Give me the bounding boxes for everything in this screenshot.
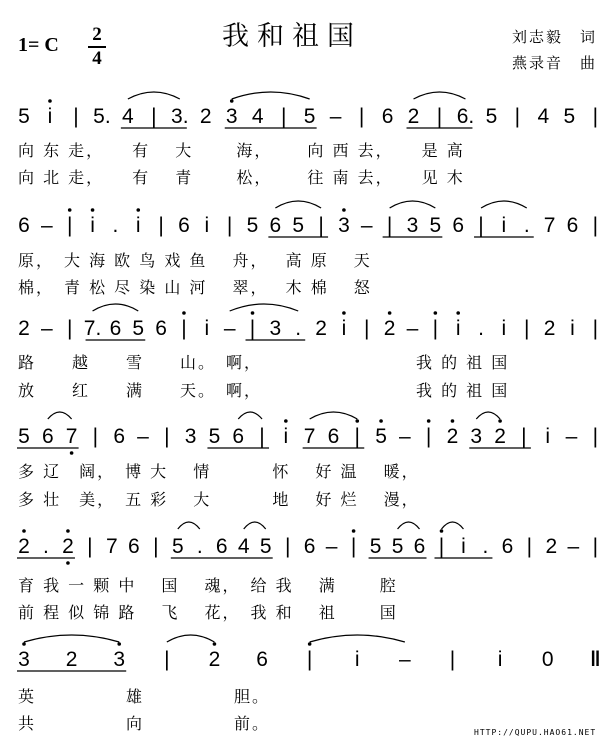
note: i bbox=[354, 648, 360, 671]
note: 5 bbox=[303, 105, 316, 128]
note: . bbox=[196, 535, 203, 558]
octave-dot-high bbox=[308, 642, 312, 646]
barline: | bbox=[151, 105, 157, 128]
barline: | bbox=[249, 317, 256, 340]
note: 3 bbox=[269, 317, 282, 340]
lyrics-line5-verse1: 育 我 一 颗 中 国 魂， 给 我 满 腔 bbox=[18, 576, 398, 595]
octave-dot-high bbox=[427, 419, 431, 423]
barline: | bbox=[259, 425, 265, 448]
note: 6 bbox=[232, 425, 245, 448]
note: 7. bbox=[83, 317, 102, 340]
slur bbox=[275, 201, 321, 208]
barline: | bbox=[592, 535, 599, 558]
lyrics-line1-verse2: 向 北 走， 有 青 松， 往 南 去， 见 木 bbox=[18, 168, 465, 187]
octave-dot-high bbox=[440, 529, 444, 533]
note: 3 bbox=[406, 214, 419, 237]
octave-dot-high bbox=[352, 529, 356, 533]
note: 5 bbox=[18, 425, 30, 448]
octave-dot-high bbox=[91, 208, 95, 212]
octave-dot-high bbox=[22, 642, 26, 646]
note: 5 bbox=[18, 105, 30, 128]
composer-credit: 燕录音 曲 bbox=[512, 54, 598, 72]
time-signature-top: 2 bbox=[92, 24, 102, 45]
note: i bbox=[501, 214, 507, 237]
note: 6 bbox=[327, 425, 340, 448]
note: i bbox=[455, 317, 461, 340]
note: 6 bbox=[155, 317, 167, 340]
barline: | bbox=[449, 648, 456, 671]
slur bbox=[24, 635, 119, 642]
barline: | bbox=[592, 317, 599, 340]
barline: | bbox=[354, 425, 360, 448]
note: 4 bbox=[237, 535, 250, 558]
barline: ‖ bbox=[590, 648, 601, 671]
note: 6 bbox=[113, 425, 126, 448]
octave-dot-high bbox=[456, 311, 460, 315]
slur bbox=[48, 412, 72, 419]
slur bbox=[128, 92, 180, 99]
note: – bbox=[406, 317, 419, 340]
note: 2 bbox=[543, 317, 556, 340]
note: i bbox=[501, 317, 507, 340]
note: 2 bbox=[383, 317, 396, 340]
lyrics-line4-verse2: 多 壮 美， 五 彩 大 地 好 烂 漫， bbox=[18, 490, 420, 509]
note: 6 bbox=[269, 214, 282, 237]
note: 5. bbox=[93, 105, 111, 128]
octave-dot-high bbox=[379, 419, 383, 423]
note: 7 bbox=[65, 425, 78, 448]
octave-dot-high bbox=[284, 419, 288, 423]
barline: | bbox=[432, 317, 439, 340]
barline: | bbox=[438, 535, 445, 558]
note: 3 bbox=[18, 648, 30, 671]
octave-dot-high bbox=[68, 208, 72, 212]
note: . bbox=[43, 535, 49, 558]
octave-dot-high bbox=[342, 208, 346, 212]
note: 4 bbox=[251, 105, 264, 128]
octave-dot-high bbox=[355, 419, 359, 423]
note: 6 bbox=[109, 317, 122, 340]
note: – bbox=[567, 535, 580, 558]
barline: | bbox=[153, 535, 159, 558]
slur bbox=[178, 522, 200, 529]
note: 7 bbox=[543, 214, 556, 237]
octave-dot-high bbox=[48, 99, 52, 103]
note: 5 bbox=[375, 425, 387, 448]
note: 2 bbox=[199, 105, 212, 128]
octave-dot-high bbox=[342, 311, 346, 315]
note: 3 bbox=[113, 648, 126, 671]
barline: | bbox=[73, 105, 79, 128]
note: 6 bbox=[452, 214, 465, 237]
note: 2 bbox=[494, 425, 506, 448]
note: 4 bbox=[537, 105, 550, 128]
barline: | bbox=[436, 105, 443, 128]
note: – bbox=[360, 214, 373, 237]
note: 0 bbox=[541, 648, 554, 671]
barline: | bbox=[226, 214, 233, 237]
note: – bbox=[399, 425, 411, 448]
note: 3 bbox=[184, 425, 197, 448]
note: 5 bbox=[208, 425, 221, 448]
note: 2 bbox=[62, 535, 74, 558]
note: – bbox=[565, 425, 578, 448]
note: – bbox=[223, 317, 236, 340]
octave-dot-high bbox=[498, 419, 502, 423]
barline: | bbox=[164, 425, 170, 448]
note: 4 bbox=[122, 105, 134, 128]
octave-dot-high bbox=[22, 529, 26, 533]
watermark: HTTP://QUPU.HAO61.NET bbox=[474, 728, 597, 737]
barline: | bbox=[92, 425, 99, 448]
octave-dot-high bbox=[66, 529, 70, 533]
note: i bbox=[497, 648, 503, 671]
slur bbox=[476, 412, 500, 419]
barline: | bbox=[284, 535, 291, 558]
note: 2 bbox=[18, 535, 30, 558]
barline: | bbox=[364, 317, 370, 340]
note: i bbox=[283, 425, 289, 448]
note: 2 bbox=[407, 105, 420, 128]
note: 5 bbox=[132, 317, 145, 340]
note: i bbox=[135, 214, 141, 237]
barline: | bbox=[358, 105, 365, 128]
octave-dot-high bbox=[136, 208, 140, 212]
note: 2 bbox=[65, 648, 78, 671]
octave-dot-high bbox=[251, 311, 255, 315]
barline: | bbox=[386, 214, 393, 237]
barline: | bbox=[158, 214, 164, 237]
slur bbox=[441, 522, 463, 529]
barline: | bbox=[66, 214, 73, 237]
lyrics-line2-verse1: 原， 大 海 欧 鸟 戏 鱼 舟， 高 原 天 bbox=[18, 251, 372, 270]
slur bbox=[414, 92, 466, 99]
note: 2 bbox=[315, 317, 327, 340]
barline: | bbox=[592, 214, 599, 237]
slur bbox=[390, 201, 436, 208]
time-signature-bottom: 4 bbox=[92, 48, 102, 69]
barline: | bbox=[592, 105, 599, 128]
note: 6. bbox=[456, 105, 475, 128]
slur bbox=[310, 412, 358, 419]
barline: | bbox=[425, 425, 432, 448]
note: 6 bbox=[128, 535, 140, 558]
note: i bbox=[47, 105, 53, 128]
note: 5 bbox=[259, 535, 272, 558]
note: 5 bbox=[429, 214, 442, 237]
octave-dot-high bbox=[451, 419, 455, 423]
note: – bbox=[41, 214, 53, 237]
octave-dot-high bbox=[434, 311, 438, 315]
note: 6 bbox=[413, 535, 426, 558]
note: i bbox=[545, 425, 551, 448]
note: . bbox=[523, 214, 530, 237]
note: 2 bbox=[18, 317, 30, 340]
barline: | bbox=[318, 214, 324, 237]
note: 7 bbox=[303, 425, 316, 448]
note: . bbox=[112, 214, 119, 237]
note: – bbox=[399, 648, 411, 671]
slur bbox=[310, 635, 405, 642]
note: 6 bbox=[41, 425, 54, 448]
barline: | bbox=[478, 214, 484, 237]
barline: | bbox=[592, 425, 599, 448]
slur bbox=[238, 412, 262, 419]
slur bbox=[167, 635, 215, 642]
barline: | bbox=[526, 535, 533, 558]
note: 2 bbox=[545, 535, 558, 558]
note: i bbox=[90, 214, 95, 237]
note: 6 bbox=[303, 535, 316, 558]
note: . bbox=[482, 535, 489, 558]
slur bbox=[93, 304, 139, 311]
barline: | bbox=[521, 425, 527, 448]
note: i bbox=[341, 317, 347, 340]
lyrics-line3-verse1: 路 越 雪 山。 啊， 我 的 祖 国 bbox=[18, 353, 510, 372]
note: . bbox=[478, 317, 484, 340]
barline: | bbox=[66, 317, 73, 340]
slur bbox=[244, 522, 266, 529]
slur bbox=[481, 201, 527, 208]
lyrics-line1-verse1: 向 东 走， 有 大 海， 向 西 去， 是 高 bbox=[18, 141, 465, 160]
octave-dot-high bbox=[230, 99, 234, 103]
note: 3 bbox=[225, 105, 238, 128]
note: 6 bbox=[566, 214, 579, 237]
note: – bbox=[41, 317, 53, 340]
barline: | bbox=[280, 105, 287, 128]
note: – bbox=[137, 425, 149, 448]
barline: | bbox=[306, 648, 313, 671]
key-signature: 1= C bbox=[18, 34, 59, 56]
octave-dot-low bbox=[70, 451, 74, 455]
octave-dot-low bbox=[66, 561, 70, 565]
slur bbox=[398, 522, 420, 529]
lyrics-line6-verse2: 共 向 前。 bbox=[18, 714, 271, 733]
note: – bbox=[325, 535, 338, 558]
note: 6 bbox=[256, 648, 268, 671]
note: 3 bbox=[470, 425, 483, 448]
note: 7 bbox=[106, 535, 118, 558]
octave-dot-high bbox=[388, 311, 392, 315]
barline: | bbox=[181, 317, 187, 340]
note: 5 bbox=[485, 105, 498, 128]
note: i bbox=[461, 535, 466, 558]
note: i bbox=[570, 317, 575, 340]
song-title: 我和祖国 bbox=[222, 21, 362, 52]
note: 6 bbox=[381, 105, 394, 128]
note: 5 bbox=[391, 535, 404, 558]
lyrics-line4-verse1: 多 辽 阔， 博 大 情 怀 好 温 暖， bbox=[18, 462, 420, 481]
note: 5 bbox=[292, 214, 305, 237]
note: 5 bbox=[563, 105, 576, 128]
slur bbox=[230, 304, 299, 311]
barline: | bbox=[524, 317, 530, 340]
note: i bbox=[204, 317, 210, 340]
octave-dot-high bbox=[117, 642, 121, 646]
barline: | bbox=[514, 105, 521, 128]
barline: | bbox=[87, 535, 93, 558]
note: 5 bbox=[171, 535, 184, 558]
lyrics-line2-verse2: 棉， 青 松 尽 染 山 河 翠， 木 棉 怒 bbox=[18, 278, 372, 297]
octave-dot-high bbox=[182, 311, 186, 315]
note: i bbox=[204, 214, 210, 237]
note: 2 bbox=[208, 648, 221, 671]
note: 6 bbox=[215, 535, 228, 558]
note: . bbox=[295, 317, 302, 340]
note: – bbox=[329, 105, 342, 128]
note: 2 bbox=[446, 425, 459, 448]
note: 6 bbox=[501, 535, 514, 558]
lyrics-line6-verse1: 英 雄 胆。 bbox=[18, 687, 271, 706]
note: 3 bbox=[338, 214, 350, 237]
lyrics-line3-verse2: 放 红 满 天。 啊， 我 的 祖 国 bbox=[18, 381, 510, 400]
note: 5 bbox=[246, 214, 259, 237]
lyricist-credit: 刘志毅 词 bbox=[512, 28, 598, 46]
lyrics-line5-verse2: 前 程 似 锦 路 飞 花， 我 和 祖 国 bbox=[18, 603, 398, 622]
note: 3. bbox=[171, 105, 189, 128]
barline: | bbox=[164, 648, 170, 671]
slur bbox=[232, 92, 310, 99]
note: 5 bbox=[369, 535, 382, 558]
barline: | bbox=[350, 535, 357, 558]
note: 6 bbox=[18, 214, 30, 237]
octave-dot-high bbox=[213, 642, 217, 646]
note: 6 bbox=[178, 214, 190, 237]
